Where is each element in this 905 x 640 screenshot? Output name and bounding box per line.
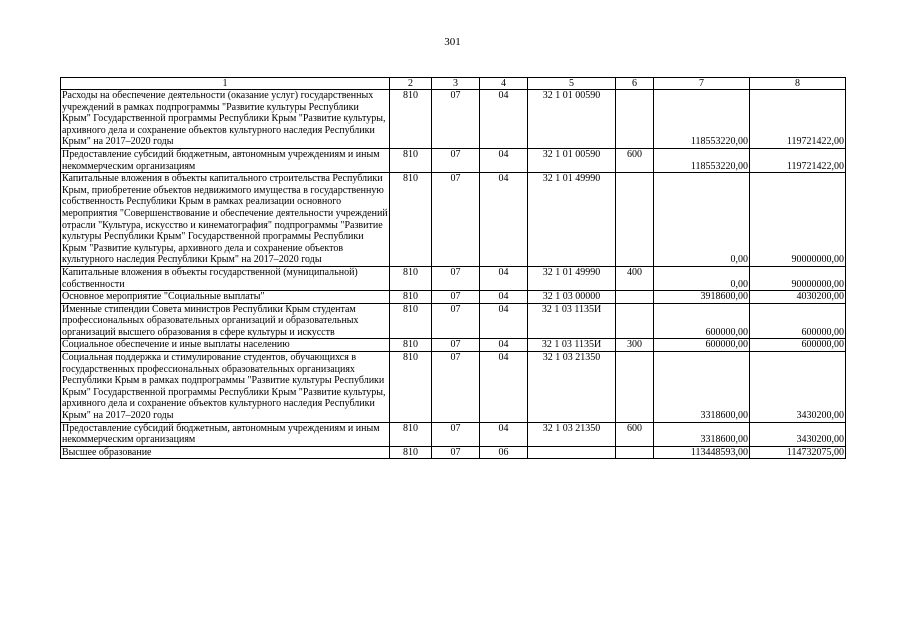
expense-type-code <box>616 303 654 339</box>
target-article-code: 32 1 03 1135И <box>528 303 616 339</box>
section-code: 07 <box>432 422 480 446</box>
subsection-code: 04 <box>480 303 528 339</box>
row-description: Высшее образование <box>61 446 390 459</box>
column-header: 3 <box>432 78 480 90</box>
subsection-code: 04 <box>480 352 528 423</box>
table-row <box>61 339 846 352</box>
table-row <box>61 148 846 172</box>
subsection-code: 04 <box>480 90 528 149</box>
expense-type-code <box>616 90 654 149</box>
subsection-code: 04 <box>480 339 528 352</box>
expense-type-code: 300 <box>616 339 654 352</box>
amount-col-7: 3318600,00 <box>654 422 750 446</box>
row-description: Социальная поддержка и стимулирование студентов, обучающихся в государственных профессиональных образовательных организациях Республики Крым в рамках подпрограммы "Развитие культуры Республики Крым" Государственной программы Республики Крым "Развитие культуры, архивного дела и сохранение объектов культурного наследия Республики Крым" на 2017–2020 годы <box>61 352 390 423</box>
section-code: 07 <box>432 266 480 290</box>
table-row <box>61 446 846 459</box>
target-article-code <box>528 446 616 459</box>
amount-col-7: 3318600,00 <box>654 352 750 423</box>
subsection-code: 04 <box>480 173 528 267</box>
amount-col-7: 600000,00 <box>654 339 750 352</box>
amount-col-7: 0,00 <box>654 266 750 290</box>
expense-type-code <box>616 291 654 304</box>
row-description: Социальное обеспечение и иные выплаты населению <box>61 339 390 352</box>
row-description: Именные стипендии Совета министров Республики Крым студентам профессиональных образовательных организаций и образовательных организаций высшего образования в сфере культуры и искусств <box>61 303 390 339</box>
budget-table <box>60 77 846 459</box>
expense-type-code: 400 <box>616 266 654 290</box>
amount-col-8: 4030200,00 <box>750 291 846 304</box>
table-row <box>61 90 846 149</box>
section-code: 07 <box>432 352 480 423</box>
expense-type-code: 600 <box>616 422 654 446</box>
amount-col-8: 600000,00 <box>750 303 846 339</box>
subsection-code: 04 <box>480 291 528 304</box>
section-code: 07 <box>432 173 480 267</box>
column-header: 1 <box>61 78 390 90</box>
amount-col-8: 119721422,00 <box>750 90 846 149</box>
amount-col-8: 114732075,00 <box>750 446 846 459</box>
section-code: 07 <box>432 148 480 172</box>
expense-type-code <box>616 446 654 459</box>
expense-type-code <box>616 352 654 423</box>
ministry-code: 810 <box>390 422 432 446</box>
column-header: 5 <box>528 78 616 90</box>
amount-col-8: 90000000,00 <box>750 173 846 267</box>
column-header: 6 <box>616 78 654 90</box>
amount-col-8: 3430200,00 <box>750 352 846 423</box>
target-article-code: 32 1 01 49990 <box>528 173 616 267</box>
row-description: Расходы на обеспечение деятельности (оказание услуг) государственных учреждений в рамках подпрограммы "Развитие культуры Республики Крым" Государственной программы Республики Крым "Развитие культуры, архивного дела и сохранение объектов культурного наследия Республики Крым" на 2017–2020 годы <box>61 90 390 149</box>
subsection-code: 04 <box>480 148 528 172</box>
table-header-row <box>61 78 846 90</box>
column-header: 2 <box>390 78 432 90</box>
expense-type-code <box>616 173 654 267</box>
amount-col-8: 90000000,00 <box>750 266 846 290</box>
target-article-code: 32 1 01 00590 <box>528 148 616 172</box>
table-row <box>61 291 846 304</box>
amount-col-7: 0,00 <box>654 173 750 267</box>
row-description: Основное мероприятие "Социальные выплаты" <box>61 291 390 304</box>
subsection-code: 04 <box>480 422 528 446</box>
ministry-code: 810 <box>390 303 432 339</box>
ministry-code: 810 <box>390 148 432 172</box>
table-row <box>61 352 846 423</box>
column-header: 8 <box>750 78 846 90</box>
table-row <box>61 266 846 290</box>
table-row <box>61 422 846 446</box>
target-article-code: 32 1 01 49990 <box>528 266 616 290</box>
column-header: 4 <box>480 78 528 90</box>
table-row <box>61 303 846 339</box>
amount-col-7: 118553220,00 <box>654 148 750 172</box>
ministry-code: 810 <box>390 339 432 352</box>
target-article-code: 32 1 03 21350 <box>528 422 616 446</box>
ministry-code: 810 <box>390 173 432 267</box>
section-code: 07 <box>432 446 480 459</box>
ministry-code: 810 <box>390 352 432 423</box>
column-header: 7 <box>654 78 750 90</box>
page-number: 301 <box>444 36 461 48</box>
target-article-code: 32 1 01 00590 <box>528 90 616 149</box>
ministry-code: 810 <box>390 90 432 149</box>
amount-col-7: 113448593,00 <box>654 446 750 459</box>
ministry-code: 810 <box>390 266 432 290</box>
target-article-code: 32 1 03 00000 <box>528 291 616 304</box>
row-description: Предоставление субсидий бюджетным, автономным учреждениям и иным некоммерческим организациям <box>61 422 390 446</box>
target-article-code: 32 1 03 21350 <box>528 352 616 423</box>
subsection-code: 06 <box>480 446 528 459</box>
row-description: Капитальные вложения в объекты капитального строительства Республики Крым, приобретение объектов недвижимого имущества в государственную собственность Республики Крым в рамках реализации основного мероприятия "Совершенствование и обеспечение деятельности учреждений отрасли "Культура, искусство и кинематография" подпрограммы "Развитие культуры Республики Крым" Государственной программы Республики Крым "Развитие культуры, архивного дела и сохранение объектов культурного наследия Республики Крым" на 2017–2020 годы <box>62 173 388 266</box>
amount-col-8: 600000,00 <box>750 339 846 352</box>
amount-col-7: 3918600,00 <box>654 291 750 304</box>
row-description: Предоставление субсидий бюджетным, автономным учреждениям и иным некоммерческим организациям <box>61 148 390 172</box>
amount-col-7: 600000,00 <box>654 303 750 339</box>
section-code: 07 <box>432 90 480 149</box>
ministry-code: 810 <box>390 291 432 304</box>
section-code: 07 <box>432 339 480 352</box>
section-code: 07 <box>432 303 480 339</box>
section-code: 07 <box>432 291 480 304</box>
amount-col-8: 3430200,00 <box>750 422 846 446</box>
row-description: Капитальные вложения в объекты государственной (муниципальной) собственности <box>61 266 390 290</box>
amount-col-7: 118553220,00 <box>654 90 750 149</box>
ministry-code: 810 <box>390 446 432 459</box>
target-article-code: 32 1 03 1135И <box>528 339 616 352</box>
table-row <box>61 173 846 267</box>
expense-type-code: 600 <box>616 148 654 172</box>
amount-col-8: 119721422,00 <box>750 148 846 172</box>
subsection-code: 04 <box>480 266 528 290</box>
